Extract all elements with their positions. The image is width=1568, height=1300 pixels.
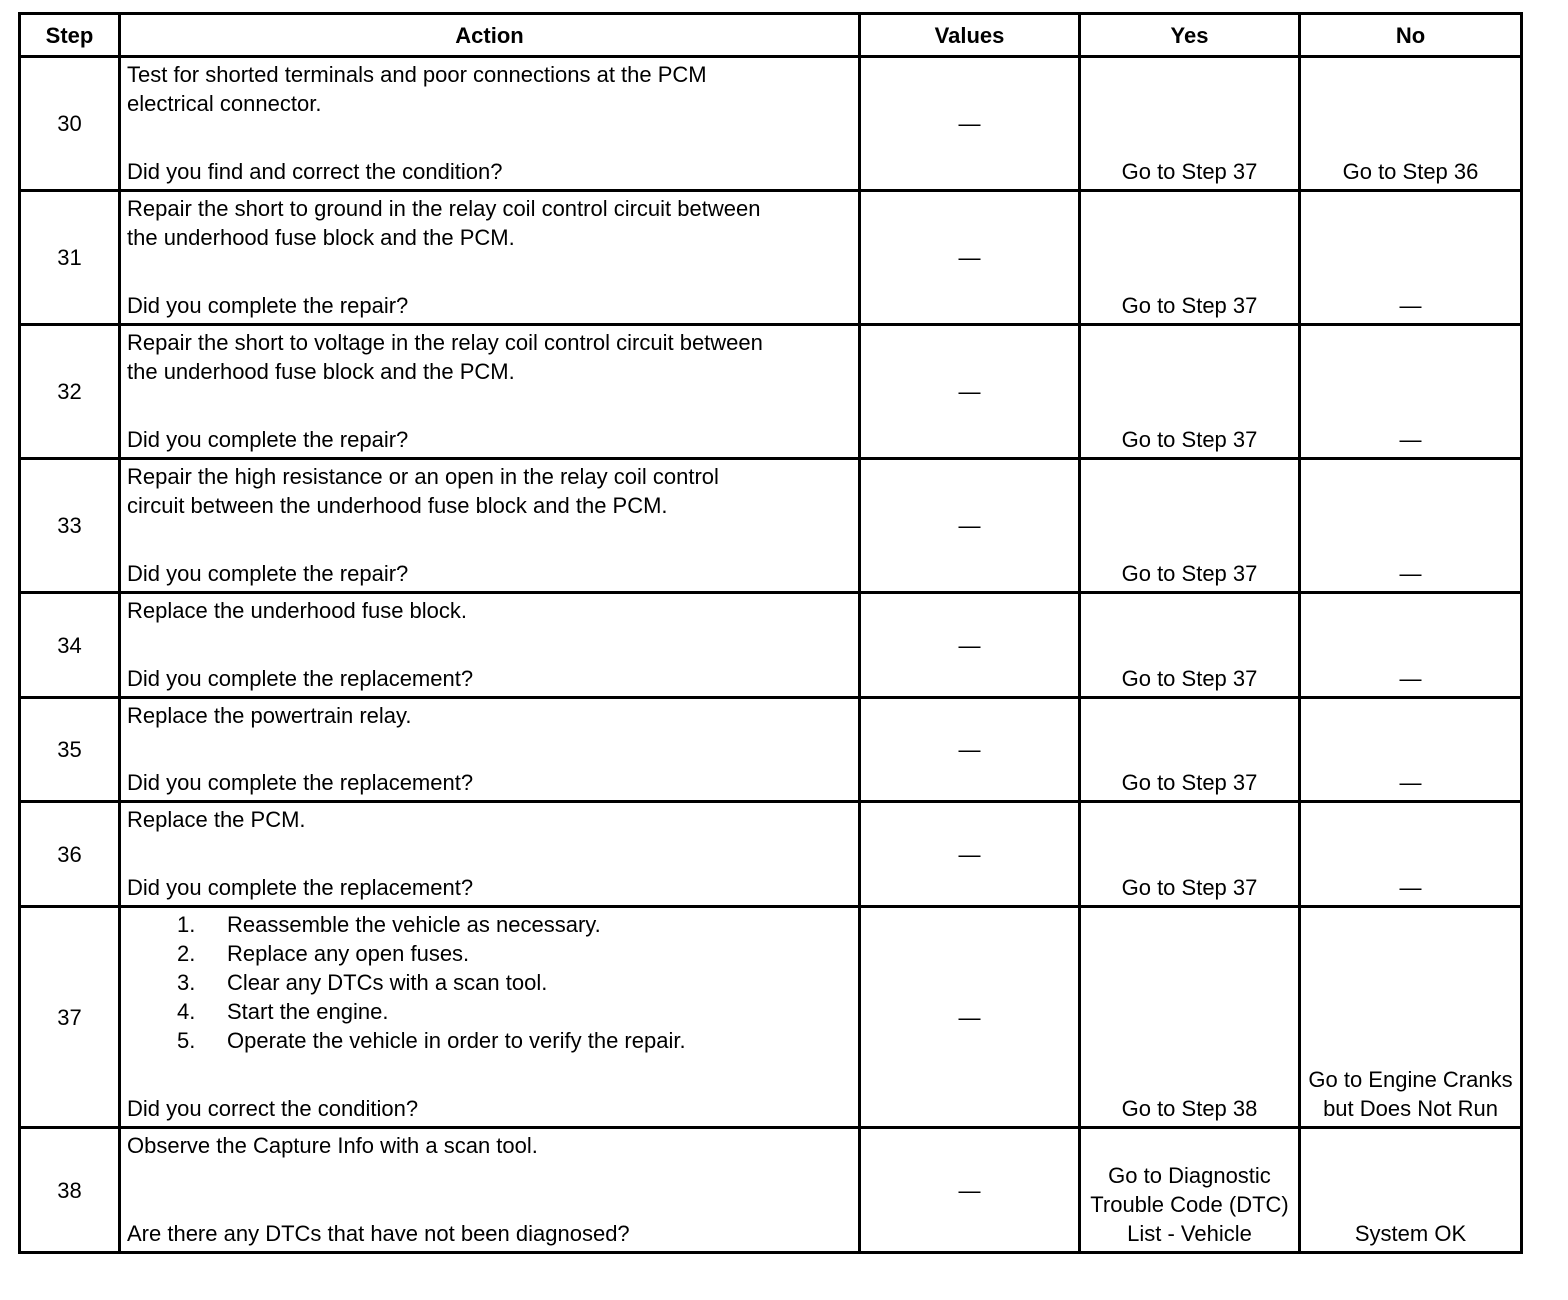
no-cell: Go to Engine Cranks but Does Not Run <box>1300 907 1522 1128</box>
list-number: 4. <box>177 999 196 1024</box>
values-cell: — <box>860 459 1080 593</box>
action-question: Did you complete the repair? <box>127 427 409 452</box>
no-cell: — <box>1300 698 1522 802</box>
table-row <box>20 698 1522 802</box>
action-content <box>127 805 852 902</box>
no-cell: — <box>1300 325 1522 459</box>
header-action: Action <box>120 14 860 57</box>
header-no: No <box>1300 14 1522 57</box>
action-line: the underhood fuse block and the PCM. <box>127 359 515 384</box>
action-instructions <box>127 1131 852 1160</box>
step-number: 34 <box>20 593 120 698</box>
list-item <box>177 997 852 1026</box>
list-item <box>177 939 852 968</box>
action-cell <box>120 907 860 1128</box>
step-number: 33 <box>20 459 120 593</box>
header-step: Step <box>20 14 120 57</box>
action-instructions <box>127 60 852 118</box>
action-question: Did you complete the replacement? <box>127 770 474 795</box>
values-cell: — <box>860 1128 1080 1253</box>
action-line: electrical connector. <box>127 91 322 116</box>
action-line: Replace the underhood fuse block. <box>127 598 468 623</box>
action-cell <box>120 802 860 907</box>
action-cell <box>120 57 860 191</box>
yes-cell: Go to Step 37 <box>1080 593 1300 698</box>
table-row <box>20 459 1522 593</box>
list-text: Replace any open fuses. <box>227 941 470 966</box>
action-content <box>127 701 852 797</box>
list-number: 3. <box>177 970 196 995</box>
yes-cell: Go to Step 37 <box>1080 698 1300 802</box>
action-instructions <box>127 462 852 520</box>
action-question: Did you find and correct the condition? <box>127 159 503 184</box>
action-content <box>127 1131 852 1248</box>
list-item <box>177 910 852 939</box>
table-body <box>20 57 1522 1253</box>
action-instructions <box>127 328 852 386</box>
no-cell: — <box>1300 191 1522 325</box>
action-question: Did you complete the replacement? <box>127 666 474 691</box>
step-number: 31 <box>20 191 120 325</box>
action-cell <box>120 191 860 325</box>
list-item <box>177 968 852 997</box>
action-cell <box>120 325 860 459</box>
list-text: Operate the vehicle in order to verify the repair. <box>227 1028 686 1053</box>
action-line: the underhood fuse block and the PCM. <box>127 225 515 250</box>
action-line: Replace the PCM. <box>127 807 306 832</box>
action-cell <box>120 459 860 593</box>
header-row <box>20 14 1522 57</box>
action-instructions <box>127 805 852 834</box>
list-number: 1. <box>177 912 196 937</box>
header-yes: Yes <box>1080 14 1300 57</box>
yes-cell: Go to Step 37 <box>1080 191 1300 325</box>
values-cell: — <box>860 57 1080 191</box>
action-content <box>127 596 852 693</box>
values-cell: — <box>860 325 1080 459</box>
table-row <box>20 593 1522 698</box>
no-cell: — <box>1300 459 1522 593</box>
header-values: Values <box>860 14 1080 57</box>
table-row <box>20 191 1522 325</box>
yes-cell: Go to Step 37 <box>1080 57 1300 191</box>
action-instructions <box>127 596 852 625</box>
values-cell: — <box>860 191 1080 325</box>
list-text: Start the engine. <box>227 999 389 1024</box>
diagnostic-table <box>18 12 1523 1254</box>
action-instructions <box>127 701 852 730</box>
action-question: Did you complete the repair? <box>127 561 409 586</box>
step-number: 30 <box>20 57 120 191</box>
action-line: Repair the short to ground in the relay coil control circuit between <box>127 196 761 221</box>
yes-cell: Go to Step 37 <box>1080 459 1300 593</box>
action-line: Repair the high resistance or an open in the relay coil control <box>127 464 719 489</box>
action-question: Did you complete the repair? <box>127 293 409 318</box>
values-cell: — <box>860 907 1080 1128</box>
action-content <box>127 328 852 454</box>
action-cell <box>120 1128 860 1253</box>
step-number: 38 <box>20 1128 120 1253</box>
yes-cell: Go to Step 37 <box>1080 325 1300 459</box>
no-cell: System OK <box>1300 1128 1522 1253</box>
action-content <box>127 910 852 1123</box>
action-question: Did you complete the replacement? <box>127 875 474 900</box>
no-cell: — <box>1300 593 1522 698</box>
no-cell: Go to Step 36 <box>1300 57 1522 191</box>
action-line: Repair the short to voltage in the relay coil control circuit between <box>127 330 763 355</box>
values-cell: — <box>860 593 1080 698</box>
table-row <box>20 325 1522 459</box>
action-instructions <box>127 910 852 1055</box>
values-cell: — <box>860 802 1080 907</box>
table-row <box>20 907 1522 1128</box>
action-cell <box>120 593 860 698</box>
list-item <box>177 1026 852 1055</box>
values-cell: — <box>860 698 1080 802</box>
action-line: circuit between the underhood fuse block and the PCM. <box>127 493 668 518</box>
list-number: 5. <box>177 1028 196 1053</box>
step-number: 32 <box>20 325 120 459</box>
yes-cell: Go to Diagnostic Trouble Code (DTC) List - Vehicle <box>1080 1128 1300 1253</box>
action-line: Replace the powertrain relay. <box>127 703 412 728</box>
list-number: 2. <box>177 941 196 966</box>
action-line: Test for shorted terminals and poor connections at the PCM <box>127 62 707 87</box>
step-number: 36 <box>20 802 120 907</box>
list-text: Clear any DTCs with a scan tool. <box>227 970 548 995</box>
action-content <box>127 194 852 320</box>
action-list <box>127 910 852 1055</box>
step-number: 35 <box>20 698 120 802</box>
list-text: Reassemble the vehicle as necessary. <box>227 912 601 937</box>
action-question: Did you correct the condition? <box>127 1096 419 1121</box>
action-instructions <box>127 194 852 252</box>
action-content <box>127 462 852 588</box>
action-line: Observe the Capture Info with a scan tool. <box>127 1133 538 1158</box>
action-question: Are there any DTCs that have not been diagnosed? <box>127 1221 630 1246</box>
step-number: 37 <box>20 907 120 1128</box>
table-row <box>20 1128 1522 1253</box>
action-content <box>127 60 852 186</box>
yes-cell: Go to Step 38 <box>1080 907 1300 1128</box>
table-row <box>20 802 1522 907</box>
table-row <box>20 57 1522 191</box>
no-cell: — <box>1300 802 1522 907</box>
yes-cell: Go to Step 37 <box>1080 802 1300 907</box>
action-cell <box>120 698 860 802</box>
